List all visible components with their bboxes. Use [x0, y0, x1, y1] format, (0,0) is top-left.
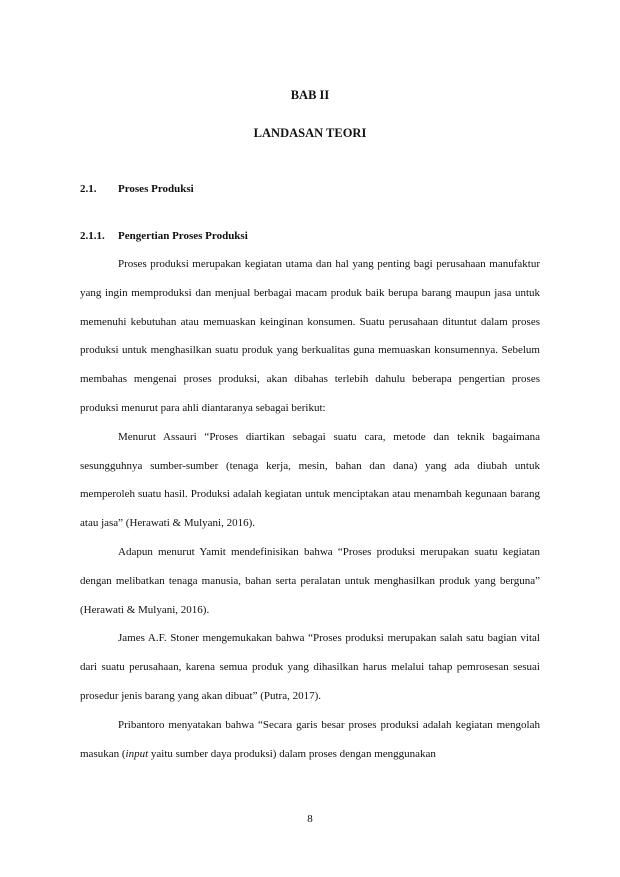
subsection-heading: [80, 230, 248, 242]
body-text: [80, 250, 540, 768]
section-title: Proses Produksi: [118, 183, 194, 195]
paragraph: Adapun menurut Yamit mendefinisikan bahwa “Proses produksi merupakan suatu kegiatan dengan melibatkan tenaga manusia, bahan serta peralatan untuk menghasilkan produk yang berguna” (Herawati & Mulyani, 2016).: [80, 545, 540, 616]
subsection-title: Pengertian Proses Produksi: [118, 230, 248, 242]
section-number: 2.1.: [80, 183, 97, 195]
page-number: 8: [307, 813, 313, 825]
paragraph: Proses produksi merupakan kegiatan utama dan hal yang penting bagi perusahaan manufaktur yang ingin memproduksi dan menjual berbagai macam produk baik berupa barang maupun jasa untuk memenuhi kebutuhan atau memuaskan keinginan konsumen. Suatu perusahaan dituntut dalam proses produksi untuk menghasilkan suatu produk yang berkualitas guna memuaskan konsumennya. Sebelum membahas mengenai proses produksi, akan dibahas terlebih dahulu beberapa pengertian proses produksi menurut para ahli diantaranya sebagai berikut:: [80, 258, 540, 414]
chapter-label: BAB II: [290, 88, 330, 102]
subsection-number: 2.1.1.: [80, 230, 105, 242]
paragraph: [80, 711, 540, 769]
paragraph-text: yaitu sumber daya produksi) dalam proses dengan menggunakan: [148, 747, 436, 760]
paragraph: James A.F. Stoner mengemukakan bahwa “Proses produksi merupakan salah satu bagian vital dari suatu perusahaan, karena semua produk yang dihasilkan harus melalui tahap pemrosesan sesuai prosedur jenis barang yang akan dibuat” (Putra, 2017).: [80, 632, 540, 702]
section-heading: [80, 183, 194, 195]
paragraph-text: Pribantoro menyatakan bahwa “Secara garis besar proses produksi adalah kegiatan mengolah masukan (: [80, 718, 540, 760]
paragraph: Menurut Assauri “Proses diartikan sebagai suatu cara, metode dan teknik bagaimana sesungguhnya sumber-sumber (tenaga kerja, mesin, bahan dan dana) yang ada diubah untuk memperoleh suatu hasil. Produksi adalah kegiatan untuk menciptakan atau menambah kegunaan barang atau jasa” (Herawati & Mulyani, 2016).: [80, 430, 540, 530]
chapter-title: LANDASAN TEORI: [253, 126, 367, 140]
italic-term: input: [125, 747, 149, 760]
